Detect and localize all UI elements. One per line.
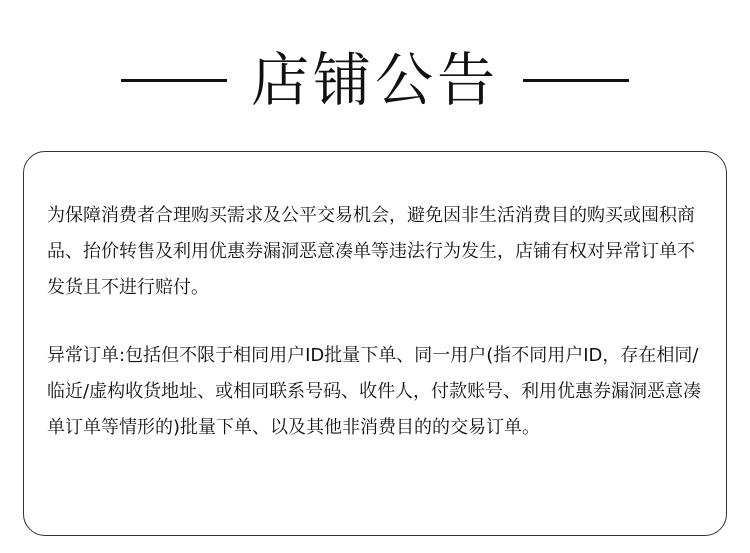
title-right-rule bbox=[523, 79, 629, 82]
title-left-rule bbox=[121, 79, 227, 82]
notice-paragraph-abnormal-orders: 异常订单:包括但不限于相同用户ID批量下单、同一用户(指不同用户ID，存在相同/临近/虚构收货地址、或相同联系号码、收件人，付款账号、利用优惠券漏洞恶意凑单订单等情形的)批量下单、以及其他非消费目的的交易订单。 bbox=[47, 345, 702, 438]
notice-paragraph-policy: 为保障消费者合理购买需求及公平交易机会，避免因非生活消费目的购买或囤积商品、抬价转售及利用优惠券漏洞恶意凑单等违法行为发生，店铺有权对异常订单不发货且不进行赔付。 bbox=[47, 205, 695, 298]
page-title: 店铺公告 bbox=[250, 46, 499, 114]
title-row bbox=[0, 40, 750, 120]
notice-box bbox=[23, 151, 727, 536]
